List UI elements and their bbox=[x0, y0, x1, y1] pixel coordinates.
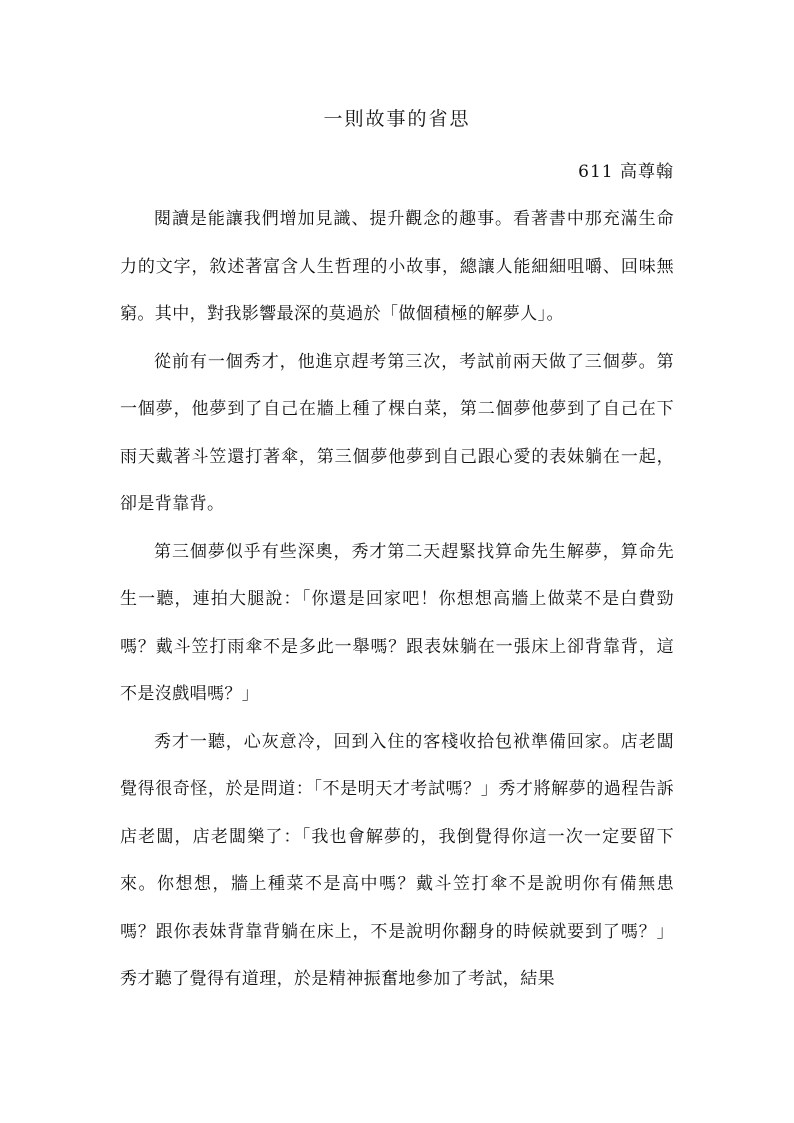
paragraph-2: 從前有一個秀才，他進京趕考第三次，考試前兩天做了三個夢。第一個夢，他夢到了自己在牆上種了棵白菜，第二個夢他夢到了自己在下雨天戴著斗笠還打著傘，第三個夢他夢到自己跟心愛的表妹躺在一起，卻是背靠背。 bbox=[120, 351, 674, 514]
paragraph-4: 秀才一聽，心灰意冷，回到入住的客棧收拾包袱準備回家。店老闆覺得很奇怪，於是問道：「不是明天才考試嗎？」秀才將解夢的過程告訴店老闆，店老闆樂了：「我也會解夢的，我倒覺得你這一次一定要留下來。你想想，牆上種菜不是高中嗎？戴斗笠打傘不是說明你有備無患嗎？跟你表妹背靠背躺在床上，不是說明你翻身的時候就要到了嗎？」秀才聽了覺得有道理，於是精神振奮地參加了考試，結果 bbox=[120, 731, 674, 989]
document-title: 一則故事的省思 bbox=[323, 108, 471, 130]
paragraph-3: 第三個夢似乎有些深奧，秀才第二天趕緊找算命先生解夢，算命先生一聽，連拍大腿說：「你還是回家吧！你想想高牆上做菜不是白費勁嗎？戴斗笠打雨傘不是多此一舉嗎？跟表妹躺在一張床上卻背靠背，這不是沒戲唱嗎？」 bbox=[120, 541, 674, 704]
paragraph-1: 閱讀是能讓我們增加見識、提升觀念的趣事。看著書中那充滿生命力的文字，敘述著富含人生哲理的小故事，總讓人能細細咀嚼、回味無窮。其中，對我影響最深的莫過於「做個積極的解夢人」。 bbox=[120, 209, 674, 324]
essay-body bbox=[120, 196, 674, 1004]
author-line: 611 高尊翰 bbox=[578, 162, 674, 182]
